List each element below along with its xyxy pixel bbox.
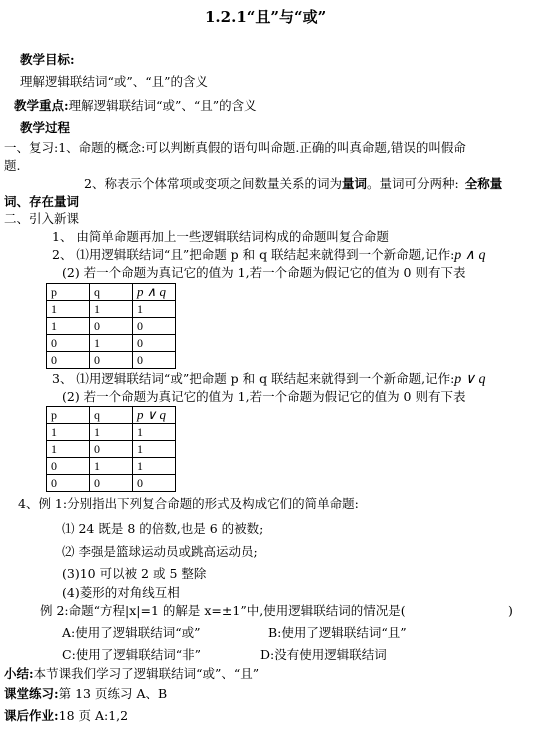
table-row [47,475,176,492]
table-cell: 0 [47,335,90,352]
practice-text: 第 13 页练习 A、B [58,686,168,701]
table-header-cell: q [90,284,133,301]
review-2-bold1: 量词 [341,176,367,191]
table-cell: 0 [90,441,133,458]
practice-line [4,686,167,702]
table-header-cell: p ∨ q [133,407,176,424]
example1-item-3: (3)10 可以被 2 或 5 整除 [62,566,207,581]
and-table-body [47,284,176,369]
table-cell: 1 [90,301,133,318]
table-header-row [47,407,176,424]
practice-label: 课堂练习: [4,686,59,701]
or-truth-table [46,406,176,492]
review-2-bold2: 全称量 [464,176,503,191]
option-a: A:使用了逻辑联结词“或” [62,625,201,640]
review-2-bold3: 词、存在量词 [4,194,80,209]
review-line1-end: 题. [4,158,21,173]
table-cell: 1 [133,424,176,441]
table-row [47,458,176,475]
page-title: 1.2.1“且”与“或” [205,8,327,26]
table-header-row [47,284,176,301]
or-table-body [47,407,176,492]
intro-2-text: 2、 ⑴用逻辑联结词“且”把命题 p 和 q 联结起来就得到一个新命题,记作: [52,247,455,262]
example2-paren: ) [508,603,513,618]
or-symbol: p ∨ q [454,372,486,387]
and-symbol: p ∧ q [454,248,486,263]
process-heading: 教学过程 [20,120,71,135]
intro-3-text: 3、 ⑴用逻辑联结词“或”把命题 p 和 q 联结起来就得到一个新命题,记作: [52,371,455,386]
intro-item-1: 1、 由简单命题再加上一些逻辑联结词构成的命题叫复合命题 [52,229,389,244]
summary-text: 本节课我们学习了逻辑联结词“或”、“且” [33,666,260,681]
intro-3-sub: (2) 若一个命题为真记它的值为 1,若一个命题为假记它的值为 0 则有下表 [62,389,466,404]
table-cell: 0 [133,475,176,492]
table-cell: 0 [90,352,133,369]
table-cell: 1 [133,301,176,318]
table-cell: 1 [47,318,90,335]
homework-label: 课后作业: [4,708,59,723]
table-cell: 1 [133,458,176,475]
intro-2-sub: (2) 若一个命题为真记它的值为 1,若一个命题为假记它的值为 0 则有下表 [62,265,466,280]
summary-label: 小结: [4,666,34,681]
review-line1: 一、复习:1、命题的概念:可以判断真假的语句叫命题.正确的叫真命题,错误的叫假命 [4,140,466,155]
table-row [47,335,176,352]
focus-label: 教学重点: [14,98,69,113]
table-row [47,441,176,458]
table-cell: 1 [90,335,133,352]
homework-text: 18 页 A:1,2 [58,708,129,723]
table-row [47,301,176,318]
example1-item-4: (4)菱形的对角线互相 [62,585,180,600]
review-2-text: 2、称表示个体常项或变项之间数量关系的词为 [84,176,342,191]
table-header-cell: p ∧ q [133,284,176,301]
table-cell: 0 [90,475,133,492]
intro-item-3 [52,371,486,388]
table-cell: 0 [133,352,176,369]
review-item-2 [84,176,502,192]
table-row [47,352,176,369]
table-cell: 1 [47,424,90,441]
option-b: B:使用了逻辑联结词“且” [268,625,407,640]
summary-line [4,666,259,682]
homework-line [4,708,128,724]
goal-heading: 教学目标: [20,52,75,67]
table-cell: 0 [133,318,176,335]
table-cell: 1 [47,441,90,458]
example1-heading: 4、例 1:分别指出下列复合命题的形式及构成它们的简单命题: [18,496,359,511]
table-cell: 1 [133,441,176,458]
review-2-text2: 。量词可分两种: [366,176,459,191]
table-row [47,318,176,335]
table-cell: 1 [90,458,133,475]
table-cell: 1 [47,301,90,318]
intro-item-2 [52,247,486,264]
table-cell: 0 [47,458,90,475]
table-row [47,424,176,441]
table-cell: 1 [90,424,133,441]
example1-item-2: ⑵ 李强是篮球运动员或跳高运动员; [62,544,258,559]
example1-item-1: ⑴ 24 既是 8 的倍数,也是 6 的被数; [62,521,264,536]
example2-text: 例 2:命题“方程|x|=1 的解是 x=±1”中,使用逻辑联结词的情况是( [40,603,406,618]
table-cell: 0 [47,475,90,492]
table-cell: 0 [90,318,133,335]
table-header-cell: p [47,284,90,301]
table-cell: 0 [47,352,90,369]
and-truth-table [46,283,176,369]
intro-heading: 二、引入新课 [4,211,80,226]
focus-text: 理解逻辑联结词“或”、“且”的含义 [68,98,257,113]
table-header-cell: q [90,407,133,424]
table-header-cell: p [47,407,90,424]
option-c: C:使用了逻辑联结词“非” [62,647,202,662]
goal-text: 理解逻辑联结词“或”、“且”的含义 [20,74,209,89]
focus-line [14,98,257,114]
option-d: D:没有使用逻辑联结词 [260,647,387,662]
table-cell: 0 [133,335,176,352]
